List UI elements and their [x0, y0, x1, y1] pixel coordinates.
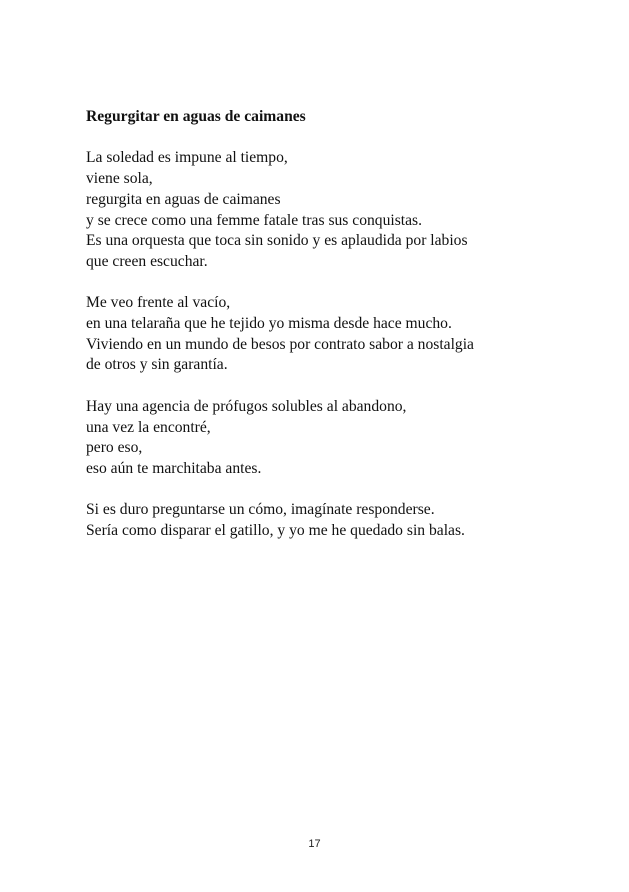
poem-line: Si es duro preguntarse un cómo, imagínate responderse. — [86, 501, 435, 519]
poem-line: La soledad es impune al tiempo, — [86, 149, 288, 167]
poem — [86, 107, 586, 562]
poem-line: Es una orquesta que toca sin sonido y es aplaudida por labios — [86, 232, 468, 250]
poem-line: pero eso, — [86, 439, 143, 457]
poem-line: viene sola, — [86, 170, 153, 188]
poem-line: Viviendo en un mundo de besos por contrato sabor a nostalgia — [86, 335, 474, 353]
poem-line: de otros y sin garantía. — [86, 356, 228, 374]
stanza-3 — [86, 397, 586, 480]
poem-line: en una telaraña que he tejido yo misma desde hace mucho. — [86, 315, 452, 332]
page-number: 17 — [308, 838, 321, 850]
poem-line: Me veo frente al vacío, — [86, 294, 231, 312]
poem-line: y se crece como una femme fatale tras sus conquistas. — [86, 211, 423, 229]
stanza-4 — [86, 500, 586, 541]
poem-line: una vez la encontré, — [86, 418, 211, 436]
poem-line: Hay una agencia de prófugos solubles al abandono, — [86, 397, 407, 415]
poem-line: regurgita en aguas de caimanes — [86, 190, 281, 208]
poem-line: que creen escuchar. — [86, 252, 208, 270]
poem-title: Regurgitar en aguas de caimanes — [86, 108, 306, 125]
poem-line: Sería como disparar el gatillo, y yo me he quedado sin balas. — [86, 522, 465, 539]
stanza-1 — [86, 148, 586, 272]
poem-line: eso aún te marchitaba antes. — [86, 459, 262, 477]
stanza-2 — [86, 293, 586, 376]
